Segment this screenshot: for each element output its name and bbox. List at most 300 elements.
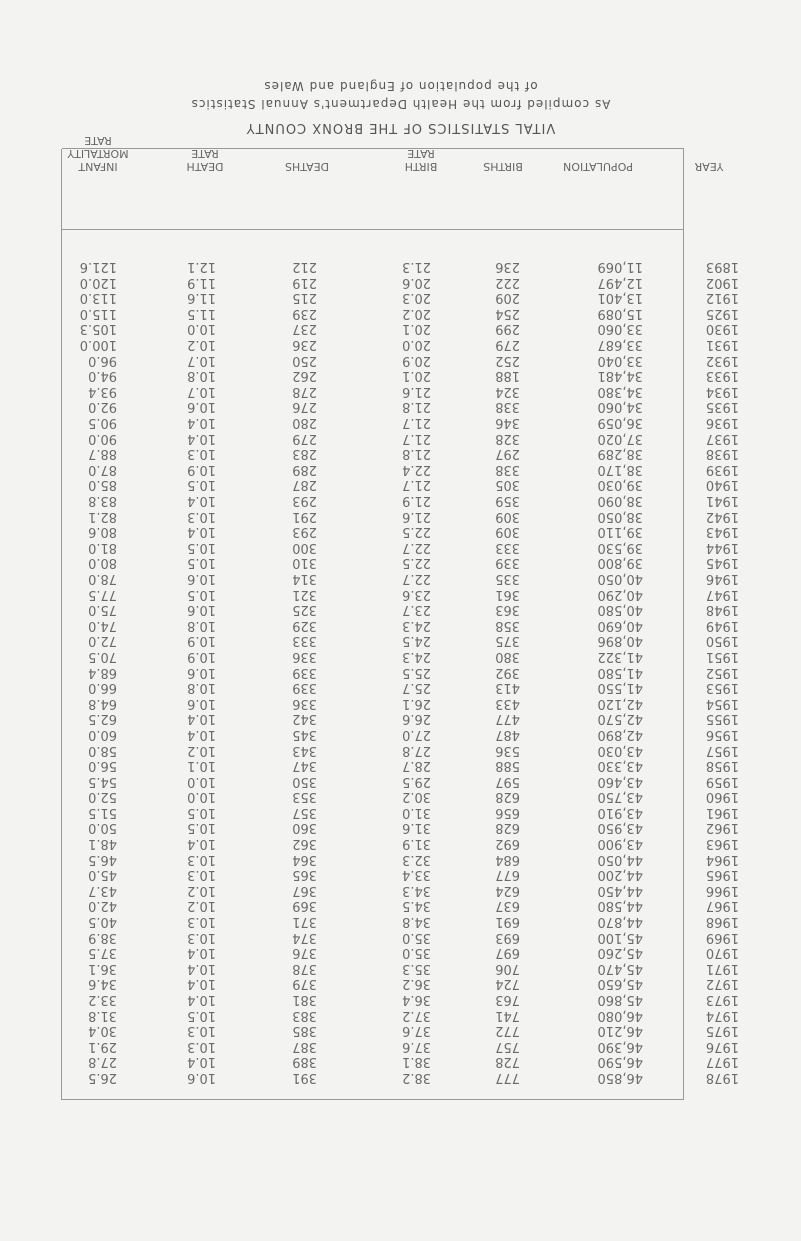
table-cell: 287 <box>292 477 317 493</box>
table-cell: 92.0 <box>88 399 117 415</box>
table-cell: 10.4 <box>187 726 216 742</box>
table-cell: 37.6 <box>402 1023 431 1039</box>
table-cell: 42,120 <box>597 695 643 711</box>
table-cell: 38.9 <box>88 929 117 945</box>
table-cell: 10.3 <box>187 1038 216 1054</box>
table-cell: 389 <box>292 1054 317 1070</box>
table-cell: 379 <box>292 976 317 992</box>
table-cell: 46,390 <box>597 1038 643 1054</box>
table-cell: 21.7 <box>402 477 431 493</box>
table-cell: 68.4 <box>88 664 117 680</box>
table-cell: 23.6 <box>402 586 431 602</box>
table-cell: 380 <box>495 648 520 664</box>
table-cell: 383 <box>292 1007 317 1023</box>
table-cell: 691 <box>495 914 520 930</box>
table-cell: 10.5 <box>187 1007 216 1023</box>
table-cell: 329 <box>292 617 317 633</box>
table-cell: 376 <box>292 945 317 961</box>
table-cell: 239 <box>292 305 317 321</box>
table-cell: 10.2 <box>187 898 216 914</box>
table-cell: 10.4 <box>187 945 216 961</box>
table-cell: 212 <box>292 259 317 275</box>
table-cell: 11,069 <box>597 259 643 275</box>
table-cell: 693 <box>495 929 520 945</box>
table-cell: 93.4 <box>88 383 117 399</box>
table-cell: 42,570 <box>597 711 643 727</box>
table-cell: 100.0 <box>79 337 117 353</box>
table-cell: 385 <box>292 1023 317 1039</box>
table-cell: 477 <box>495 711 520 727</box>
table-cell: 12.1 <box>187 259 216 275</box>
table-cell: 88.7 <box>88 446 117 462</box>
table-cell: 58.0 <box>88 742 117 758</box>
table-cell: 20.9 <box>402 352 431 368</box>
table-cell: 11.9 <box>187 274 216 290</box>
table-cell: 44,050 <box>597 851 643 867</box>
table-cell: 10.0 <box>187 321 216 337</box>
table-cell: 433 <box>495 695 520 711</box>
table-cell: 254 <box>495 305 520 321</box>
table-cell: 78.0 <box>88 571 117 586</box>
table-cell: 44,450 <box>597 882 643 898</box>
table-cell: 10.6 <box>187 602 216 618</box>
table-cell: 83.8 <box>88 493 117 509</box>
header-bottom-rule <box>62 229 684 230</box>
table-cell: 305 <box>495 477 520 493</box>
table-cell: 1952 <box>705 664 739 680</box>
table-cell: 1958 <box>705 758 739 774</box>
table-cell: 1972 <box>705 976 739 992</box>
table-cell: 45,260 <box>597 945 643 961</box>
table-cell: 10.2 <box>187 742 216 758</box>
table-cell: 10.9 <box>187 648 216 664</box>
table-cell: 41,580 <box>597 664 643 680</box>
table-cell: 10.4 <box>187 992 216 1008</box>
table-cell: 10.5 <box>187 820 216 836</box>
table-cell: 1938 <box>705 446 739 462</box>
table-cell: 364 <box>292 851 317 867</box>
table-cell: 309 <box>495 524 520 540</box>
table-cell: 1935 <box>705 399 739 415</box>
table-cell: 43,900 <box>597 836 643 852</box>
table-cell: 40,290 <box>597 586 643 602</box>
table-cell: 45,100 <box>597 929 643 945</box>
table-cell: 40,690 <box>597 617 643 633</box>
table-cell: 40,896 <box>597 633 643 649</box>
table-cell: 33,687 <box>597 337 643 353</box>
table-cell: 1959 <box>705 773 739 789</box>
table-cell: 1953 <box>705 680 739 696</box>
table-cell: 96.0 <box>88 352 117 368</box>
table-cell: 34,380 <box>597 383 643 399</box>
table-cell: 36.4 <box>402 992 431 1008</box>
table-cell: 44,200 <box>597 867 643 883</box>
table-cell: 1963 <box>705 836 739 852</box>
table-cell: 1893 <box>705 259 739 275</box>
table-cell: 46.5 <box>88 851 117 867</box>
table-cell: 10.5 <box>187 555 216 571</box>
table-cell: 1947 <box>705 586 739 602</box>
table-cell: 236 <box>495 259 520 275</box>
table-cell: 597 <box>495 773 520 789</box>
table-cell: 22.5 <box>402 524 431 540</box>
table-cell: 21.6 <box>402 508 431 524</box>
table-cell: 321 <box>292 586 317 602</box>
table-cell: 338 <box>495 399 520 415</box>
table-cell: 40,580 <box>597 602 643 618</box>
table-cell: 1974 <box>705 1007 739 1023</box>
column-deaths <box>292 259 317 1085</box>
table-cell: 105.3 <box>79 321 117 337</box>
table-cell: 345 <box>292 726 317 742</box>
table-cell: 10.5 <box>187 539 216 555</box>
table-cell: 42.0 <box>88 898 117 914</box>
table-cell: 46,080 <box>597 1007 643 1023</box>
table-cell: 1955 <box>705 711 739 727</box>
table-cell: 335 <box>495 571 520 586</box>
table-cell: 1976 <box>705 1038 739 1054</box>
table-cell: 1964 <box>705 851 739 867</box>
table-cell: 20.1 <box>402 321 431 337</box>
table-cell: 338 <box>495 461 520 477</box>
table-cell: 121.6 <box>79 259 117 275</box>
table-cell: 347 <box>292 758 317 774</box>
table-cell: 43,750 <box>597 789 643 805</box>
table-cell: 10.3 <box>187 867 216 883</box>
table-cell: 24.5 <box>402 633 431 649</box>
table-cell: 10.3 <box>187 446 216 462</box>
table-cell: 336 <box>292 648 317 664</box>
table-cell: 677 <box>495 867 520 883</box>
table-cell: 637 <box>495 898 520 914</box>
table-cell: 1956 <box>705 726 739 742</box>
table-cell: 291 <box>292 508 317 524</box>
table-cell: 74.0 <box>88 617 117 633</box>
table-cell: 10.7 <box>187 352 216 368</box>
column-population <box>598 259 644 1085</box>
table-cell: 209 <box>495 290 520 306</box>
table-cell: 309 <box>495 508 520 524</box>
header-deaths: DEATHS <box>284 160 330 173</box>
table-cell: 41,550 <box>597 680 643 696</box>
table-cell: 38,050 <box>597 508 643 524</box>
header-births: BIRTHS <box>483 160 523 173</box>
table-cell: 1966 <box>705 882 739 898</box>
table-cell: 314 <box>292 571 317 586</box>
table-cell: 1961 <box>705 804 739 820</box>
table-cell: 10.3 <box>187 914 216 930</box>
table-cell: 31.8 <box>88 1007 117 1023</box>
table-cell: 42,890 <box>597 726 643 742</box>
table-cell: 588 <box>495 758 520 774</box>
table-cell: 381 <box>292 992 317 1008</box>
table-cell: 10.2 <box>187 882 216 898</box>
table-cell: 342 <box>292 711 317 727</box>
table-cell: 367 <box>292 882 317 898</box>
table-cell: 697 <box>495 945 520 961</box>
table-cell: 90.0 <box>88 430 117 446</box>
header-birth-rate: BIRTH RATE <box>404 147 438 173</box>
table-cell: 387 <box>292 1038 317 1054</box>
table-cell: 46,210 <box>597 1023 643 1039</box>
table-cell: 72.0 <box>88 633 117 649</box>
table-cell: 21.7 <box>402 415 431 431</box>
table-cell: 1977 <box>705 1054 739 1070</box>
table-cell: 10.6 <box>187 695 216 711</box>
header-top-rule <box>62 148 684 149</box>
table-cell: 10.4 <box>187 976 216 992</box>
table-cell: 35.0 <box>402 929 431 945</box>
table-cell: 325 <box>292 602 317 618</box>
table-cell: 45.0 <box>88 867 117 883</box>
table-cell: 1941 <box>705 493 739 509</box>
table-cell: 324 <box>495 383 520 399</box>
table-cell: 250 <box>292 352 317 368</box>
table-cell: 363 <box>495 602 520 618</box>
table-cell: 10.3 <box>187 929 216 945</box>
table-cell: 1957 <box>705 742 739 758</box>
table-cell: 26.6 <box>402 711 431 727</box>
table-cell: 1978 <box>705 1070 739 1085</box>
table-cell: 1930 <box>705 321 739 337</box>
table-cell: 45,650 <box>597 976 643 992</box>
table-cell: 365 <box>292 867 317 883</box>
table-cell: 1945 <box>705 555 739 571</box>
table-cell: 20.1 <box>402 368 431 384</box>
table-cell: 346 <box>495 415 520 431</box>
table-cell: 10.7 <box>187 383 216 399</box>
table-cell: 12,497 <box>597 274 643 290</box>
table-cell: 10.6 <box>187 399 216 415</box>
table-cell: 413 <box>495 680 520 696</box>
column-infant-mortality <box>80 259 117 1085</box>
table-cell: 333 <box>292 633 317 649</box>
table-cell: 15,089 <box>597 305 643 321</box>
table-cell: 237 <box>292 321 317 337</box>
table-cell: 25.7 <box>402 680 431 696</box>
table-cell: 21.3 <box>402 259 431 275</box>
table-cell: 1937 <box>705 430 739 446</box>
table-cell: 339 <box>292 680 317 696</box>
table-cell: 22.5 <box>402 555 431 571</box>
table-cell: 50.0 <box>88 820 117 836</box>
table-cell: 757 <box>495 1038 520 1054</box>
table-cell: 87.0 <box>88 461 117 477</box>
table-cell: 81.0 <box>88 539 117 555</box>
header-death-rate: DEATH RATE <box>186 147 224 173</box>
table-right-border <box>61 149 62 1100</box>
table-cell: 361 <box>495 586 520 602</box>
table-cell: 21.6 <box>402 383 431 399</box>
table-cell: 27.8 <box>402 742 431 758</box>
table-cell: 359 <box>495 493 520 509</box>
table-cell: 34.5 <box>402 898 431 914</box>
table-cell: 1969 <box>705 929 739 945</box>
table-cell: 353 <box>292 789 317 805</box>
table-cell: 293 <box>292 524 317 540</box>
table-cell: 10.3 <box>187 851 216 867</box>
document-subtitle: As compiled from the Health Department's Annual Statistics <box>190 97 611 111</box>
table-cell: 39,030 <box>597 477 643 493</box>
table-cell: 33,040 <box>597 352 643 368</box>
table-cell: 10.8 <box>187 617 216 633</box>
table-cell: 487 <box>495 726 520 742</box>
table-cell: 20.3 <box>402 290 431 306</box>
table-cell: 333 <box>495 539 520 555</box>
table-cell: 43,950 <box>597 820 643 836</box>
table-cell: 30.4 <box>88 1023 117 1039</box>
table-cell: 336 <box>292 695 317 711</box>
table-cell: 82.1 <box>88 508 117 524</box>
table-cell: 1912 <box>705 290 739 306</box>
table-cell: 10.8 <box>187 368 216 384</box>
table-cell: 358 <box>495 617 520 633</box>
table-cell: 33.4 <box>402 867 431 883</box>
table-cell: 21.7 <box>402 430 431 446</box>
table-cell: 283 <box>292 446 317 462</box>
table-cell: 29.5 <box>402 773 431 789</box>
table-cell: 44,580 <box>597 898 643 914</box>
table-cell: 741 <box>495 1007 520 1023</box>
table-cell: 75.0 <box>88 602 117 618</box>
table-cell: 38.2 <box>402 1070 431 1085</box>
table-cell: 1944 <box>705 539 739 555</box>
table-cell: 20.0 <box>402 337 431 353</box>
table-cell: 46,850 <box>597 1070 643 1085</box>
table-cell: 252 <box>495 352 520 368</box>
table-cell: 34.3 <box>402 882 431 898</box>
table-cell: 34,481 <box>597 368 643 384</box>
table-cell: 188 <box>495 368 520 384</box>
table-cell: 1965 <box>705 867 739 883</box>
table-cell: 38,170 <box>597 461 643 477</box>
table-cell: 628 <box>495 820 520 836</box>
table-cell: 27.8 <box>88 1054 117 1070</box>
table-cell: 21.8 <box>402 399 431 415</box>
table-cell: 94.0 <box>88 368 117 384</box>
table-cell: 20.6 <box>402 274 431 290</box>
table-cell: 26.1 <box>402 695 431 711</box>
table-cell: 219 <box>292 274 317 290</box>
table-cell: 10.5 <box>187 477 216 493</box>
column-year <box>706 259 739 1085</box>
table-cell: 280 <box>292 415 317 431</box>
header-infant-mortality: INFANT MORTALITY RATE <box>67 134 129 173</box>
table-cell: 1932 <box>705 352 739 368</box>
table-cell: 10.0 <box>187 773 216 789</box>
table-cell: 378 <box>292 960 317 976</box>
table-cell: 10.4 <box>187 836 216 852</box>
table-cell: 38.1 <box>402 1054 431 1070</box>
table-cell: 763 <box>495 992 520 1008</box>
table-cell: 369 <box>292 898 317 914</box>
table-cell: 35.0 <box>402 945 431 961</box>
table-cell: 38,090 <box>597 493 643 509</box>
table-cell: 46,590 <box>597 1054 643 1070</box>
table-cell: 728 <box>495 1054 520 1070</box>
table-cell: 215 <box>292 290 317 306</box>
table-cell: 656 <box>495 804 520 820</box>
table-cell: 10.3 <box>187 508 216 524</box>
table-cell: 628 <box>495 789 520 805</box>
table-cell: 1925 <box>705 305 739 321</box>
table-cell: 276 <box>292 399 317 415</box>
table-cell: 343 <box>292 742 317 758</box>
table-cell: 37.2 <box>402 1007 431 1023</box>
table-cell: 391 <box>292 1070 317 1085</box>
table-cell: 85.0 <box>88 477 117 493</box>
column-death-rate <box>187 259 216 1085</box>
table-cell: 10.6 <box>187 664 216 680</box>
table-cell: 536 <box>495 742 520 758</box>
table-cell: 10.8 <box>187 680 216 696</box>
table-cell: 43,030 <box>597 742 643 758</box>
table-cell: 36.1 <box>88 960 117 976</box>
table-cell: 1948 <box>705 602 739 618</box>
table-cell: 1975 <box>705 1023 739 1039</box>
table-cell: 310 <box>292 555 317 571</box>
table-left-border <box>683 149 684 1100</box>
table-cell: 10.4 <box>187 524 216 540</box>
table-cell: 38,289 <box>597 446 643 462</box>
table-cell: 10.4 <box>187 711 216 727</box>
table-cell: 1971 <box>705 960 739 976</box>
table-cell: 222 <box>495 274 520 290</box>
table-cell: 1970 <box>705 945 739 961</box>
table-cell: 56.0 <box>88 758 117 774</box>
table-cell: 32.3 <box>402 851 431 867</box>
table-cell: 279 <box>292 430 317 446</box>
table-cell: 52.0 <box>88 789 117 805</box>
table-cell: 375 <box>495 633 520 649</box>
table-cell: 23.7 <box>402 602 431 618</box>
table-cell: 64.8 <box>88 695 117 711</box>
table-cell: 25.5 <box>402 664 431 680</box>
table-cell: 28.7 <box>402 758 431 774</box>
table-cell: 1962 <box>705 820 739 836</box>
table-cell: 34.8 <box>402 914 431 930</box>
table-cell: 1902 <box>705 274 739 290</box>
table-cell: 51.5 <box>88 804 117 820</box>
table-cell: 1934 <box>705 383 739 399</box>
table-cell: 374 <box>292 929 317 945</box>
table-cell: 43,330 <box>597 758 643 774</box>
table-cell: 10.9 <box>187 461 216 477</box>
table-cell: 43,910 <box>597 804 643 820</box>
table-cell: 22.4 <box>402 461 431 477</box>
table-cell: 21.9 <box>402 493 431 509</box>
table-cell: 11.5 <box>187 305 216 321</box>
table-cell: 40,050 <box>597 571 643 586</box>
table-cell: 706 <box>495 960 520 976</box>
table-cell: 39,800 <box>597 555 643 571</box>
table-cell: 31.9 <box>402 836 431 852</box>
table-cell: 22.7 <box>402 539 431 555</box>
table-cell: 1950 <box>705 633 739 649</box>
table-cell: 33,060 <box>597 321 643 337</box>
table-cell: 26.5 <box>88 1070 117 1085</box>
table-cell: 772 <box>495 1023 520 1039</box>
table-cell: 30.2 <box>402 789 431 805</box>
table-cell: 279 <box>495 337 520 353</box>
table-cell: 300 <box>292 539 317 555</box>
table-cell: 10.6 <box>187 1070 216 1085</box>
table-cell: 39,530 <box>597 539 643 555</box>
table-cell: 262 <box>292 368 317 384</box>
table-cell: 624 <box>495 882 520 898</box>
table-cell: 10.5 <box>187 804 216 820</box>
table-cell: 45,470 <box>597 960 643 976</box>
